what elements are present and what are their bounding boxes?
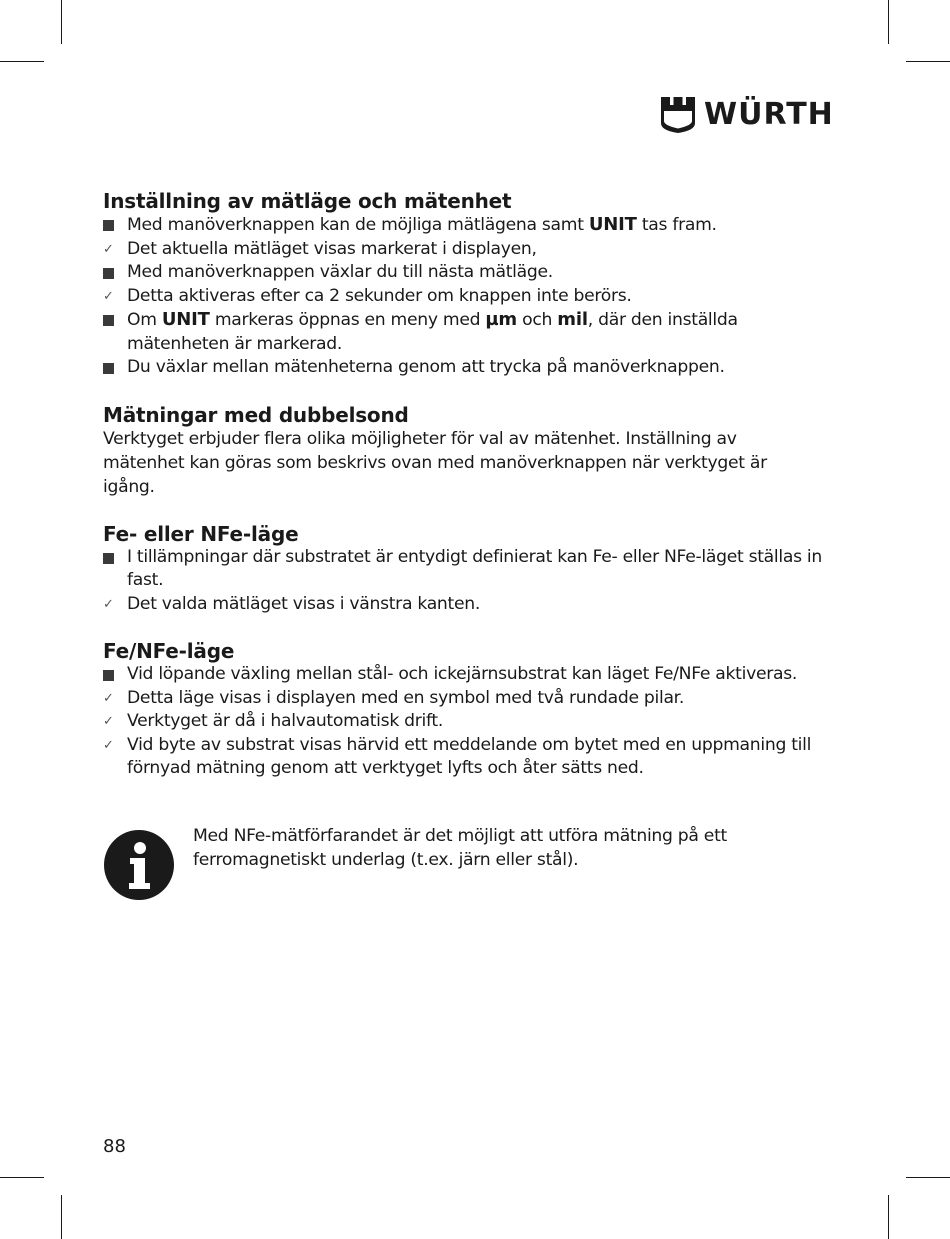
list-item bbox=[103, 663, 823, 687]
list-item bbox=[103, 213, 823, 238]
item-text: Om bbox=[127, 310, 162, 330]
item-text: Detta aktiveras efter ca 2 sekunder om knappen inte berörs. bbox=[127, 285, 632, 306]
item-text: Du växlar mellan mätenheterna genom att trycka på manöverknappen. bbox=[127, 357, 725, 377]
crop-mark bbox=[0, 1177, 44, 1178]
info-note bbox=[103, 824, 823, 904]
list-item bbox=[103, 593, 823, 617]
square-bullet-icon bbox=[103, 261, 119, 287]
section-heading: Mätningar med dubbelsond bbox=[103, 402, 409, 427]
square-bullet-icon bbox=[103, 308, 119, 334]
section-dual-probe bbox=[103, 403, 823, 499]
square-bullet-icon bbox=[103, 546, 119, 572]
keyword-um: µm bbox=[485, 309, 517, 330]
checkmark-icon: ✓ bbox=[103, 241, 114, 257]
wurth-logo bbox=[661, 97, 834, 133]
list-item bbox=[103, 710, 823, 734]
square-bullet-icon bbox=[103, 213, 119, 239]
item-text: I tillämpningar där substratet är entydigt definierat kan Fe- eller NFe-läget ställas in fast. bbox=[127, 546, 822, 590]
checkmark-icon: ✓ bbox=[103, 737, 114, 753]
page-content bbox=[103, 189, 823, 804]
item-text: Det aktuella mätläget visas markerat i displayen, bbox=[127, 238, 537, 259]
note-text: Med NFe-mätförfarandet är det möjligt att utföra mätning på ett ferromagnetiskt underlag (t.ex. järn eller stål). bbox=[193, 826, 727, 870]
section-heading: Fe- eller NFe-läge bbox=[103, 521, 299, 546]
item-text: tas fram. bbox=[636, 215, 717, 235]
paragraph: Verktyget erbjuder flera olika möjligheter för val av mätenhet. Inställning av mätenhet kan göras som beskrivs ovan med manöverknappen när verktyget är igång. bbox=[103, 428, 767, 497]
bullet-list bbox=[103, 663, 823, 781]
item-text: Vid löpande växling mellan stål- och ickejärnsubstrat kan läget Fe/NFe aktiveras. bbox=[127, 664, 798, 684]
section-fe-nfe-auto bbox=[103, 639, 823, 781]
list-item bbox=[103, 238, 823, 262]
wurth-logo-mark-icon bbox=[661, 97, 695, 133]
checkmark-icon: ✓ bbox=[103, 288, 114, 304]
section-measure-mode bbox=[103, 189, 823, 380]
crop-mark bbox=[888, 1195, 889, 1239]
checkmark-icon: ✓ bbox=[103, 690, 114, 706]
list-item bbox=[103, 261, 823, 285]
logo-wordmark: WÜRTH bbox=[704, 97, 834, 132]
list-item bbox=[103, 308, 823, 356]
item-text: , där den inställda mätenheten är markerad. bbox=[127, 310, 738, 354]
item-text: Med manöverknappen kan de möjliga mätlägena samt bbox=[127, 215, 589, 235]
page-number: 88 bbox=[103, 1136, 126, 1157]
square-bullet-icon bbox=[103, 663, 119, 689]
item-text: Vid byte av substrat visas härvid ett meddelande om bytet med en uppmaning till förnyad mätning genom att verktyget lyfts och åter sätts ned. bbox=[127, 734, 812, 778]
crop-mark bbox=[0, 61, 44, 62]
list-item bbox=[103, 285, 823, 309]
item-text: och bbox=[517, 310, 558, 330]
keyword-unit: UNIT bbox=[161, 309, 210, 330]
list-item bbox=[103, 546, 823, 593]
section-heading: Fe/NFe-läge bbox=[103, 639, 235, 663]
keyword-unit: UNIT bbox=[588, 214, 637, 235]
item-text: Det valda mätläget visas i vänstra kanten. bbox=[127, 593, 480, 614]
bullet-list bbox=[103, 213, 823, 380]
info-icon bbox=[103, 829, 175, 901]
keyword-mil: mil bbox=[557, 309, 588, 330]
square-bullet-icon bbox=[103, 356, 119, 382]
item-text: Med manöverknappen växlar du till nästa mätläge. bbox=[127, 262, 553, 282]
list-item bbox=[103, 356, 823, 380]
crop-mark bbox=[888, 0, 889, 44]
item-text: Detta läge visas i displayen med en symbol med två rundade pilar. bbox=[127, 687, 685, 708]
item-text: markeras öppnas en meny med bbox=[209, 310, 486, 330]
crop-mark bbox=[61, 1195, 62, 1239]
bullet-list bbox=[103, 546, 823, 617]
list-item bbox=[103, 687, 823, 711]
checkmark-icon: ✓ bbox=[103, 714, 114, 729]
section-heading: Inställning av mätläge och mätenhet bbox=[103, 189, 512, 213]
list-item bbox=[103, 734, 823, 781]
item-text: Verktyget är då i halvautomatisk drift. bbox=[127, 711, 444, 731]
checkmark-icon: ✓ bbox=[103, 596, 114, 612]
crop-mark bbox=[61, 0, 62, 44]
crop-mark bbox=[906, 61, 950, 62]
crop-mark bbox=[906, 1177, 950, 1178]
section-fe-nfe-mode bbox=[103, 522, 823, 617]
